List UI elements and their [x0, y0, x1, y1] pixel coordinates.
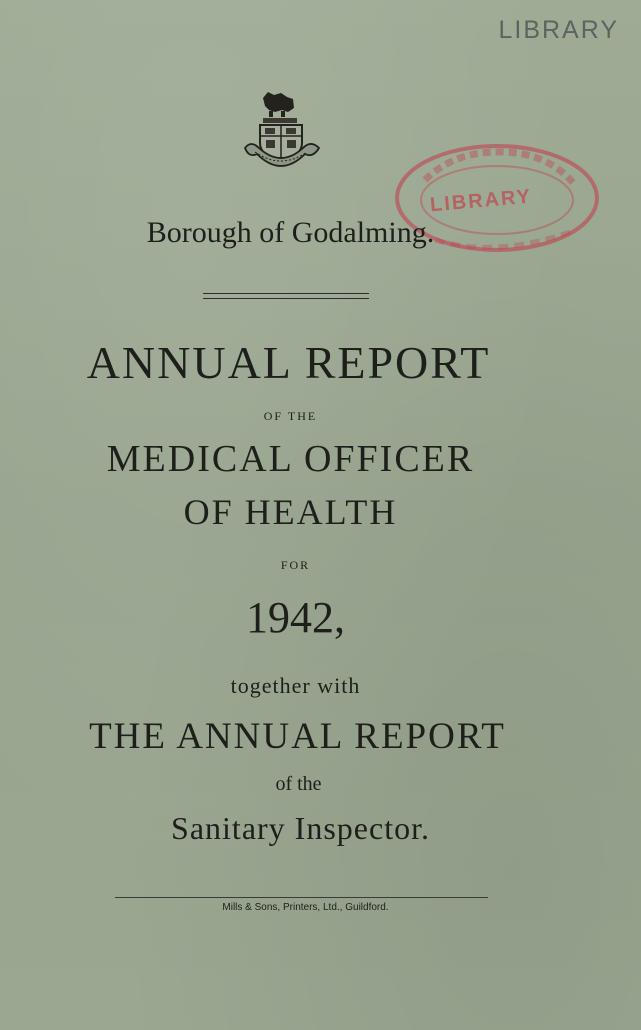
- of-health-title: OF HEALTH: [183, 492, 398, 532]
- together-with-text: together with: [230, 673, 361, 698]
- medical-officer-title: MEDICAL OFFICER: [106, 438, 475, 480]
- for-label: FOR: [280, 558, 311, 572]
- borough-crest-icon: [241, 88, 323, 180]
- annual-report-title: ANNUAL REPORT: [86, 337, 491, 388]
- library-label: LIBRARY: [498, 16, 619, 44]
- double-rule-divider: [203, 293, 369, 299]
- second-report-title: THE ANNUAL REPORT: [89, 716, 506, 757]
- printer-imprint: Mills & Sons, Printers, Ltd., Guildford.: [222, 902, 389, 913]
- of-the-label: OF THE: [263, 409, 318, 423]
- stamp-library-text: LIBRARY: [429, 185, 533, 217]
- footer-rule-divider: [115, 897, 488, 898]
- of-the-text: of the: [275, 773, 322, 795]
- sanitary-inspector-title: Sanitary Inspector.: [171, 810, 430, 846]
- report-year: 1942,: [246, 593, 345, 642]
- borough-heading: Borough of Godalming.: [146, 216, 435, 249]
